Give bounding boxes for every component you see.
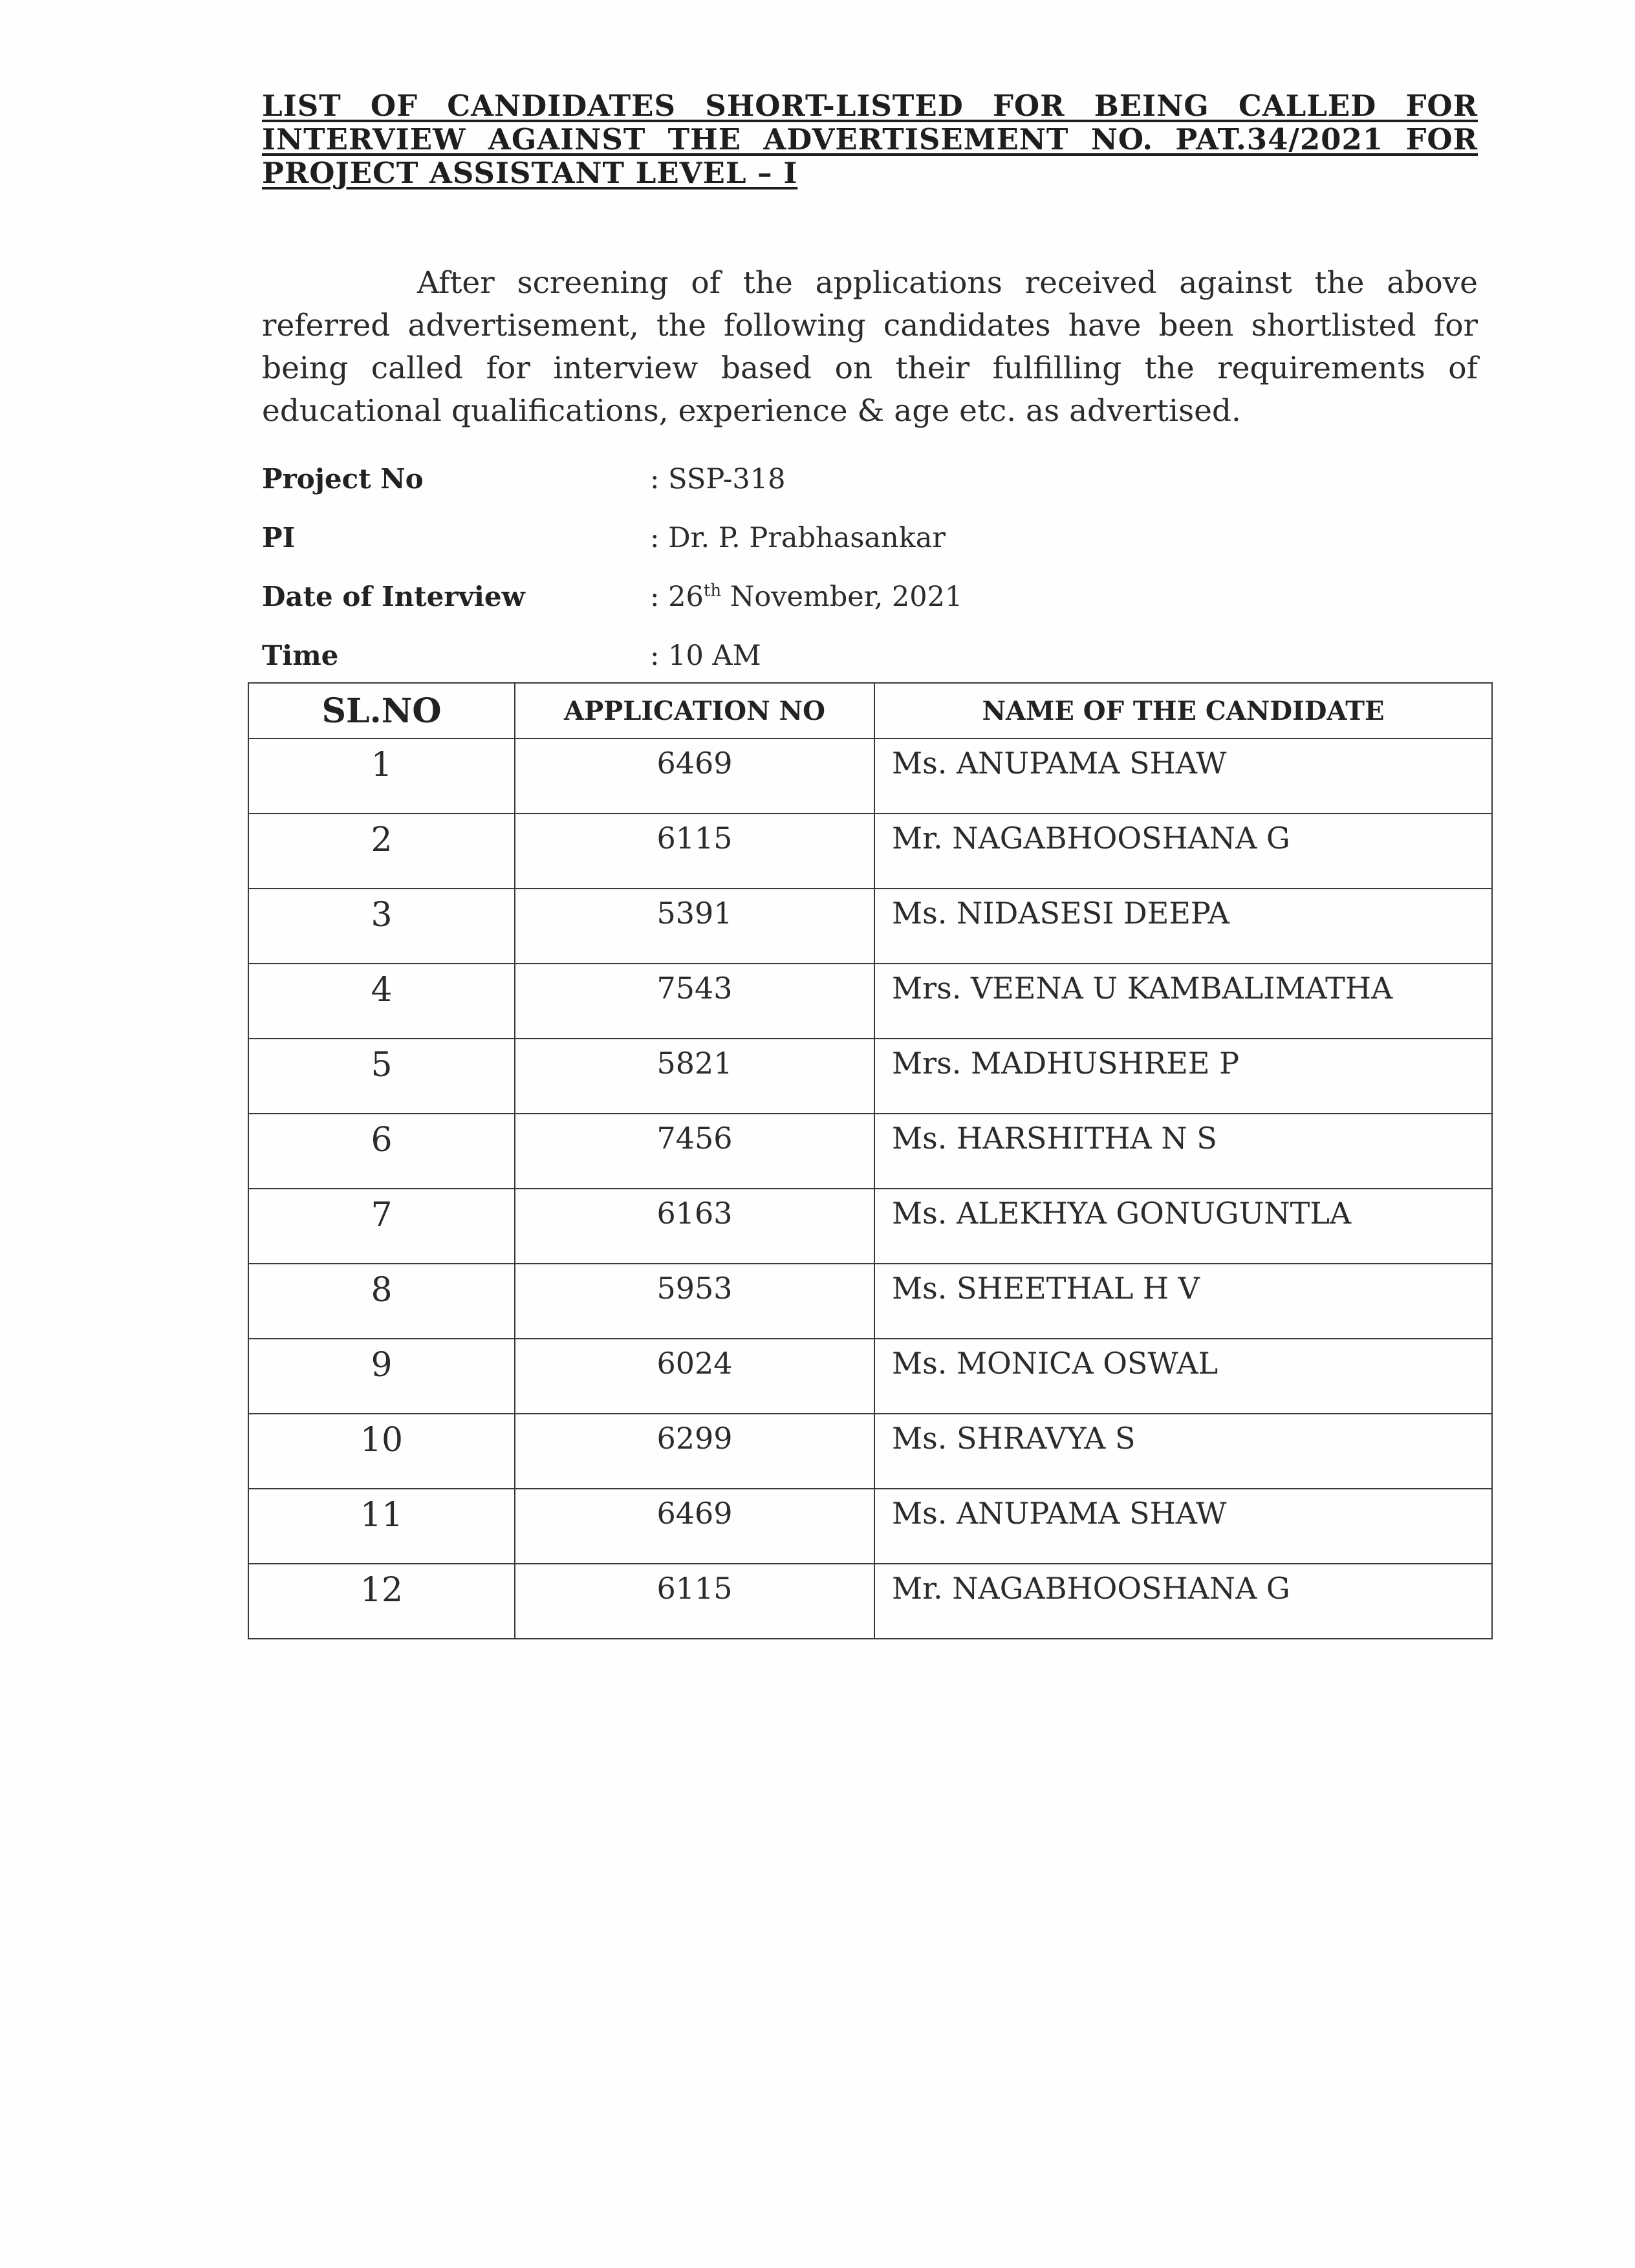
date-suffix: November, 2021 (721, 580, 963, 613)
date-label: Date of Interview (262, 581, 525, 612)
candidate-name-cell: Mr. NAGABHOOSHANA G (874, 814, 1492, 889)
table-row (248, 1189, 1492, 1264)
candidate-name-cell: Ms. HARSHITHA N S (874, 1114, 1492, 1189)
document-title (262, 89, 1478, 190)
application-no-cell: 6115 (515, 1564, 874, 1639)
candidate-name-cell: Ms. NIDASESI DEEPA (874, 889, 1492, 964)
application-no-cell: 6299 (515, 1414, 874, 1489)
application-no-cell: 6024 (515, 1339, 874, 1414)
sl-no-cell: 8 (248, 1264, 515, 1339)
application-no-cell: 6163 (515, 1189, 874, 1264)
time-row (262, 626, 1478, 685)
date-value (650, 581, 962, 613)
date-superscript: th (703, 581, 722, 601)
table-row (248, 1489, 1492, 1564)
sl-no-cell: 9 (248, 1339, 515, 1414)
candidates-table (248, 682, 1493, 1639)
interview-details (262, 449, 1478, 685)
candidate-name-cell: Mrs. VEENA U KAMBALIMATHA (874, 964, 1492, 1039)
candidate-name-cell: Ms. SHRAVYA S (874, 1414, 1492, 1489)
title-line-1: LIST OF CANDIDATES SHORT-LISTED FOR BEING CALLED FOR (262, 89, 1478, 123)
table-row (248, 814, 1492, 889)
application-no-cell: 7543 (515, 964, 874, 1039)
header-sl-no: SL.NO (248, 683, 515, 739)
sl-no-cell: 7 (248, 1189, 515, 1264)
candidate-name-cell: Mrs. MADHUSHREE P (874, 1039, 1492, 1114)
pi-label: PI (262, 522, 296, 554)
application-no-cell: 5821 (515, 1039, 874, 1114)
pi-value: : Dr. P. Prabhasankar (650, 521, 946, 554)
date-row (262, 567, 1478, 626)
date-prefix: : 26 (650, 580, 704, 613)
table-row (248, 1114, 1492, 1189)
sl-no-cell: 3 (248, 889, 515, 964)
project-no-value: : SSP-318 (650, 462, 786, 495)
table-row (248, 1264, 1492, 1339)
candidate-name-cell: Ms. MONICA OSWAL (874, 1339, 1492, 1414)
sl-no-cell: 10 (248, 1414, 515, 1489)
application-no-cell: 6115 (515, 814, 874, 889)
candidate-name-cell: Ms. SHEETHAL H V (874, 1264, 1492, 1339)
candidate-name-cell: Ms. ALEKHYA GONUGUNTLA (874, 1189, 1492, 1264)
project-no-row (262, 449, 1478, 508)
table-header-row (248, 683, 1492, 739)
table-row (248, 1339, 1492, 1414)
sl-no-cell: 12 (248, 1564, 515, 1639)
sl-no-cell: 11 (248, 1489, 515, 1564)
sl-no-cell: 5 (248, 1039, 515, 1114)
application-no-cell: 5953 (515, 1264, 874, 1339)
sl-no-cell: 2 (248, 814, 515, 889)
candidate-name-cell: Ms. ANUPAMA SHAW (874, 739, 1492, 814)
time-label: Time (262, 640, 339, 671)
table-row (248, 1564, 1492, 1639)
pi-row (262, 508, 1478, 567)
application-no-cell: 7456 (515, 1114, 874, 1189)
application-no-cell: 6469 (515, 1489, 874, 1564)
table-row (248, 889, 1492, 964)
header-application-no: APPLICATION NO (515, 683, 874, 739)
application-no-cell: 6469 (515, 739, 874, 814)
title-line-3: PROJECT ASSISTANT LEVEL – I (262, 156, 798, 190)
application-no-cell: 5391 (515, 889, 874, 964)
sl-no-cell: 6 (248, 1114, 515, 1189)
intro-paragraph: After screening of the applications received against the above referred advertisement, the following candidates have been shortlisted for being called for interview based on their fulfilling the requirements of educational qualifications, experience & age etc. as advertised. (262, 265, 1478, 429)
table-row (248, 1039, 1492, 1114)
candidate-name-cell: Ms. ANUPAMA SHAW (874, 1489, 1492, 1564)
sl-no-cell: 4 (248, 964, 515, 1039)
title-line-2: INTERVIEW AGAINST THE ADVERTISEMENT NO. PAT.34/2021 FOR (262, 122, 1478, 157)
table-row (248, 964, 1492, 1039)
project-no-label: Project No (262, 463, 424, 495)
candidate-name-cell: Mr. NAGABHOOSHANA G (874, 1564, 1492, 1639)
sl-no-cell: 1 (248, 739, 515, 814)
time-value: : 10 AM (650, 639, 761, 672)
header-candidate-name: NAME OF THE CANDIDATE (874, 683, 1492, 739)
table-row (248, 1414, 1492, 1489)
table-row (248, 739, 1492, 814)
